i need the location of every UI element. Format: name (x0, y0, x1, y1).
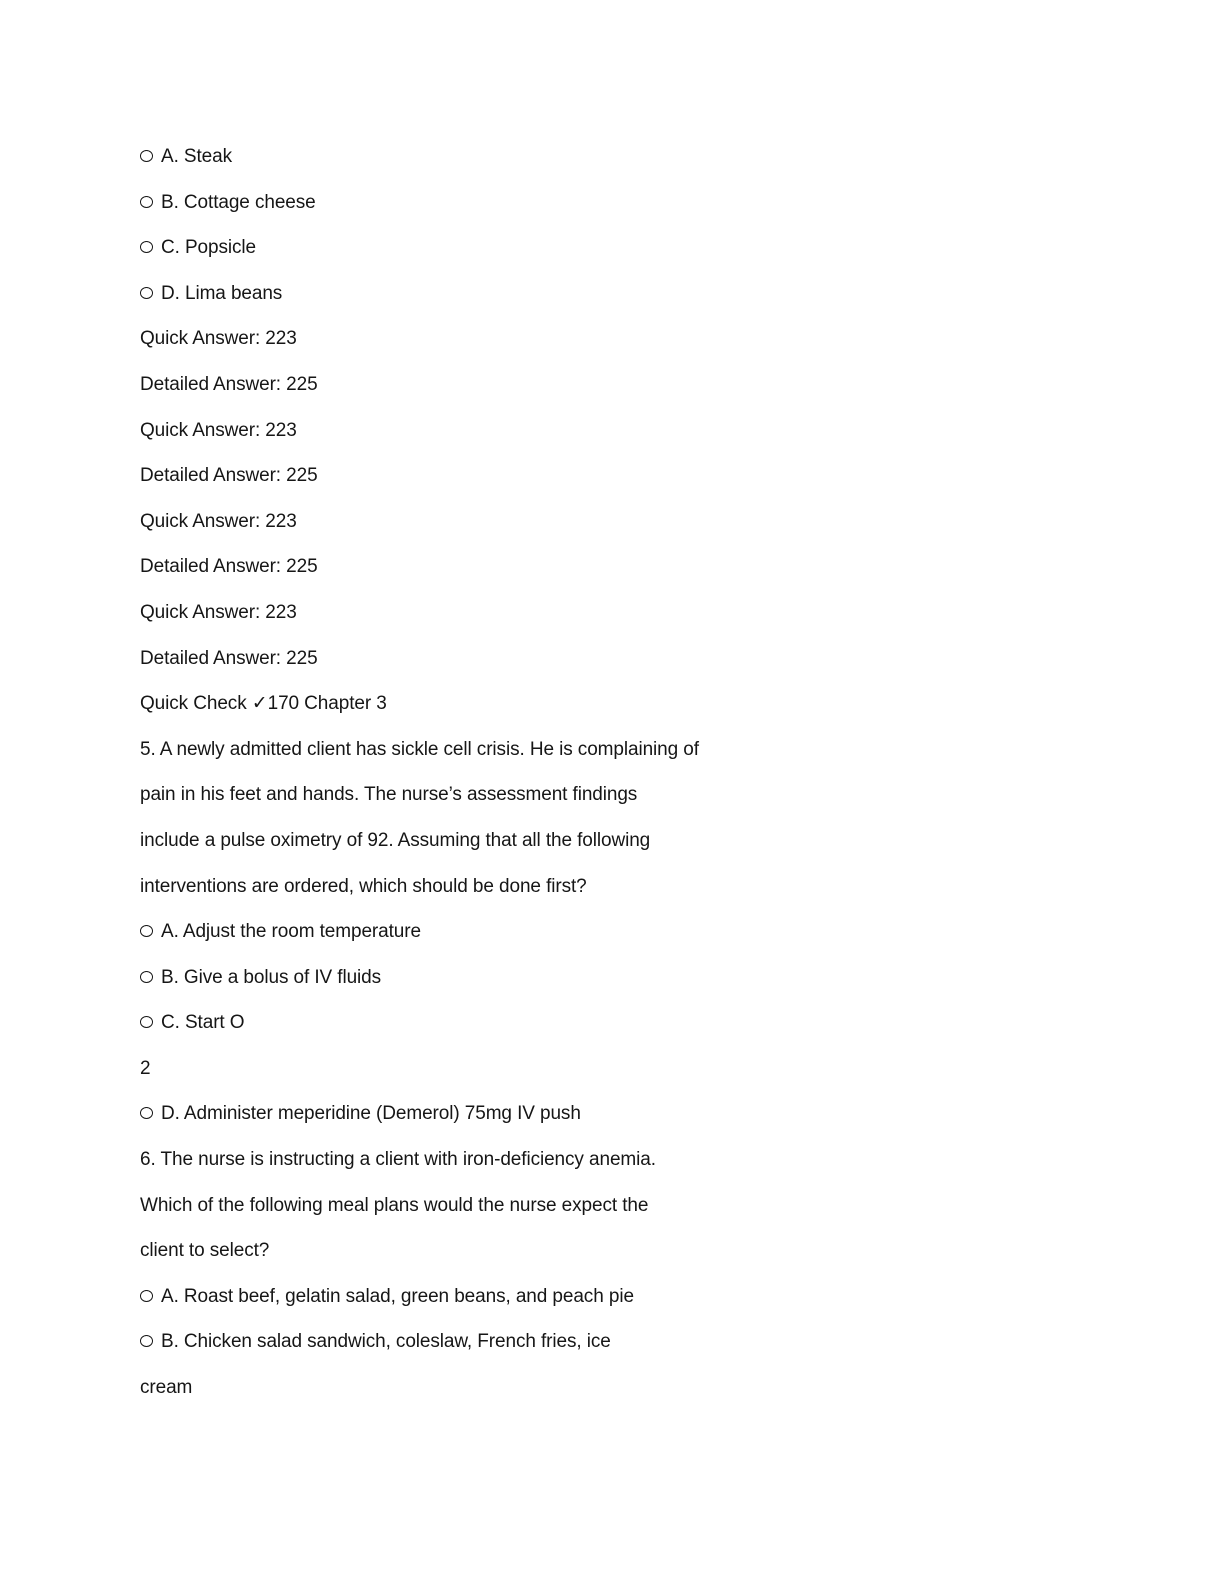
line-text: Quick Check ✓170 Chapter 3 (140, 693, 387, 715)
line-text: Quick Answer: 223 (140, 328, 297, 350)
line-text: interventions are ordered, which should be done first? (140, 875, 587, 897)
question-5-option-b (140, 955, 1160, 1001)
radio-circle-icon (140, 1016, 153, 1028)
line-text: Quick Answer: 223 (140, 419, 297, 441)
question-5-option-c (140, 1000, 1160, 1046)
line-text: C. Start O (161, 1012, 245, 1034)
radio-circle-icon (140, 1335, 153, 1347)
line-text: 2 (140, 1057, 151, 1079)
question-4-option-d (140, 271, 1160, 317)
question-5-text-line-1 (140, 727, 1160, 773)
radio-circle-icon (140, 971, 153, 983)
line-text: 5. A newly admitted client has sickle cell crisis. He is complaining of (140, 738, 699, 760)
line-text: pain in his feet and hands. The nurse’s assessment findings (140, 784, 638, 806)
question-6-option-b (140, 1319, 1160, 1365)
question-5-text-line-4 (140, 864, 1160, 910)
quick-answer-ref-1 (140, 316, 1160, 362)
line-text: A. Adjust the room temperature (161, 921, 421, 943)
line-text: B. Cottage cheese (161, 191, 316, 213)
question-5-text-line-3 (140, 818, 1160, 864)
question-5-option-d (140, 1091, 1160, 1137)
line-text: 6. The nurse is instructing a client with iron-deficiency anemia. (140, 1149, 656, 1171)
radio-circle-icon (140, 287, 153, 299)
line-text: C. Popsicle (161, 237, 256, 259)
line-text: client to select? (140, 1240, 270, 1262)
line-text: B. Give a bolus of IV fluids (161, 966, 382, 988)
question-6-text-line-3 (140, 1228, 1160, 1274)
line-text: Detailed Answer: 225 (140, 647, 318, 669)
radio-circle-icon (140, 1107, 153, 1119)
quick-answer-ref-2 (140, 408, 1160, 454)
radio-circle-icon (140, 1290, 153, 1302)
line-text: Detailed Answer: 225 (140, 373, 318, 395)
radio-circle-icon (140, 241, 153, 253)
question-4-option-c (140, 225, 1160, 271)
line-text: Detailed Answer: 225 (140, 556, 318, 578)
question-5-option-a (140, 909, 1160, 955)
detailed-answer-ref-2 (140, 453, 1160, 499)
detailed-answer-ref-4 (140, 636, 1160, 682)
question-6-option-b-continuation (140, 1365, 1160, 1411)
radio-circle-icon (140, 196, 153, 208)
line-text: Detailed Answer: 225 (140, 465, 318, 487)
line-text: D. Administer meperidine (Demerol) 75mg IV push (161, 1103, 581, 1125)
detailed-answer-ref-1 (140, 362, 1160, 408)
radio-circle-icon (140, 925, 153, 937)
question-5-text-line-2 (140, 772, 1160, 818)
quick-answer-ref-4 (140, 590, 1160, 636)
detailed-answer-ref-3 (140, 544, 1160, 590)
line-text: D. Lima beans (161, 282, 283, 304)
line-text: include a pulse oximetry of 92. Assuming that all the following (140, 829, 651, 851)
question-6-text-line-1 (140, 1137, 1160, 1183)
radio-circle-icon (140, 150, 153, 162)
line-text: cream (140, 1377, 193, 1399)
question-5-option-c-subscript (140, 1046, 1160, 1092)
line-text: Which of the following meal plans would the nurse expect the (140, 1194, 649, 1216)
document-content (140, 0, 1160, 1411)
quick-answer-ref-3 (140, 499, 1160, 545)
line-text: A. Steak (161, 146, 233, 167)
quick-check-heading (140, 681, 1160, 727)
question-6-option-a (140, 1274, 1160, 1320)
line-text: Quick Answer: 223 (140, 601, 297, 623)
question-4-option-b (140, 180, 1160, 226)
question-4-option-a (140, 134, 1160, 180)
line-text: Quick Answer: 223 (140, 510, 297, 532)
line-text: B. Chicken salad sandwich, coleslaw, French fries, ice (161, 1331, 611, 1353)
question-6-text-line-2 (140, 1183, 1160, 1229)
line-text: A. Roast beef, gelatin salad, green beans, and peach pie (161, 1285, 634, 1307)
